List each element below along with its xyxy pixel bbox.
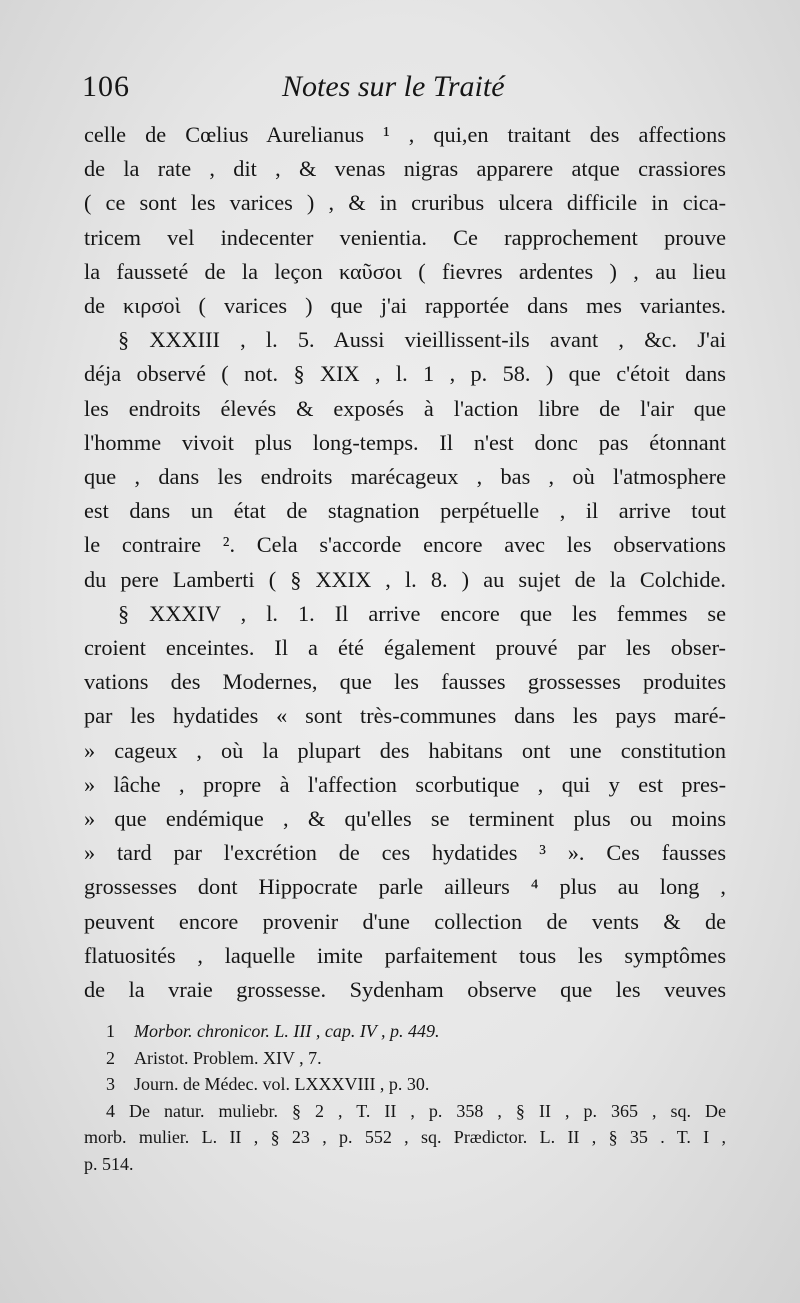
footnote-4-line: 4 De natur. muliebr. § 2 , T. II , p. 358 , § II , p. 365 , sq. De <box>106 1100 726 1121</box>
text-line: les endroits élevés & exposés à l'action libre de l'air que <box>84 395 726 421</box>
text-line: de la rate , dit , & venas nigras apparere atque crassiores <box>84 156 726 182</box>
footnote-number: 2 <box>106 1047 115 1068</box>
footnote-1 <box>84 1018 726 1045</box>
footnote-text: Journ. de Médec. vol. LXXXVIII , p. 30. <box>134 1074 430 1094</box>
page-number: 106 <box>82 70 130 103</box>
text-line: vations des Modernes, que les fausses grossesses produites <box>84 669 726 695</box>
footnote-number: 3 <box>106 1074 115 1094</box>
text-line: déja observé ( not. § XIX , l. 1 , p. 58. ) que c'étoit dans <box>84 361 726 387</box>
text-line: que , dans les endroits marécageux , bas , où l'atmosphere <box>84 464 726 490</box>
text-line: grossesses dont Hippocrate parle ailleurs ⁴ plus au long , <box>84 874 726 900</box>
footnote-text: Morbor. chronicor. L. III , cap. IV , p. 449. <box>134 1021 440 1041</box>
text-line: peuvent encore provenir d'une collection de vents & de <box>84 908 726 934</box>
text-line: de la vraie grossesse. Sydenham observe que les veuves <box>84 977 726 1003</box>
text-line: » cageux , où la plupart des habitans ont une constitution <box>84 737 726 763</box>
footnote-number: 1 <box>106 1021 115 1041</box>
text-line: par les hydatides « sont très-communes dans les pays maré- <box>84 703 726 729</box>
text-line: » que endémique , & qu'elles se terminent plus ou moins <box>84 806 726 832</box>
text-line: est dans un état de stagnation perpétuelle , il arrive tout <box>84 498 726 524</box>
text-line: tricem vel indecenter venientia. Ce rapprochement prouve <box>84 224 726 250</box>
page-header <box>80 70 720 110</box>
text-line: du pere Lamberti ( § XXIX , l. 8. ) au sujet de la Colchide. <box>84 566 726 592</box>
text-line: celle de Cœlius Aurelianus ¹ , qui,en traitant des affections <box>84 122 726 147</box>
text-line: la fausseté de la leçon καῦσοι ( fievres ardentes ) , au lieu <box>84 258 726 284</box>
text-line: le contraire ². Cela s'accorde encore avec les observations <box>84 532 726 558</box>
footnotes <box>84 1018 726 1177</box>
footnote-4-line: morb. mulier. L. II , § 23 , p. 552 , sq. Prædictor. L. II , § 35 . T. I , <box>84 1127 726 1147</box>
text-line: § XXXIV , l. 1. Il arrive encore que les femmes se <box>118 600 726 626</box>
footnote-3 <box>84 1071 726 1098</box>
running-title: Notes sur le Traité <box>282 70 505 103</box>
text-line: flatuosités , laquelle imite parfaitement tous les symptômes <box>84 942 726 968</box>
text-line: § XXXIII , l. 5. Aussi vieillissent-ils avant , &c. J'ai <box>118 327 726 353</box>
footnote-4-line: p. 514. <box>84 1153 134 1174</box>
text-line: » tard par l'excrétion de ces hydatides ³ ». Ces fausses <box>84 840 726 866</box>
text-line: » lâche , propre à l'affection scorbutique , qui y est pres- <box>84 771 726 797</box>
footnote-text: Aristot. Problem. XIV , 7. <box>134 1047 322 1068</box>
text-line: ( ce sont les varices ) , & in cruribus ulcera difficile in cica- <box>84 190 726 216</box>
text-line: l'homme vivoit plus long-temps. Il n'est donc pas étonnant <box>84 429 726 455</box>
body-text <box>84 118 726 1007</box>
footnote-2 <box>84 1045 726 1072</box>
text-line: croient enceintes. Il a été également prouvé par les obser- <box>84 635 726 661</box>
text-line: de κιρσοὶ ( varices ) que j'ai rapportée dans mes variantes. <box>84 293 726 319</box>
